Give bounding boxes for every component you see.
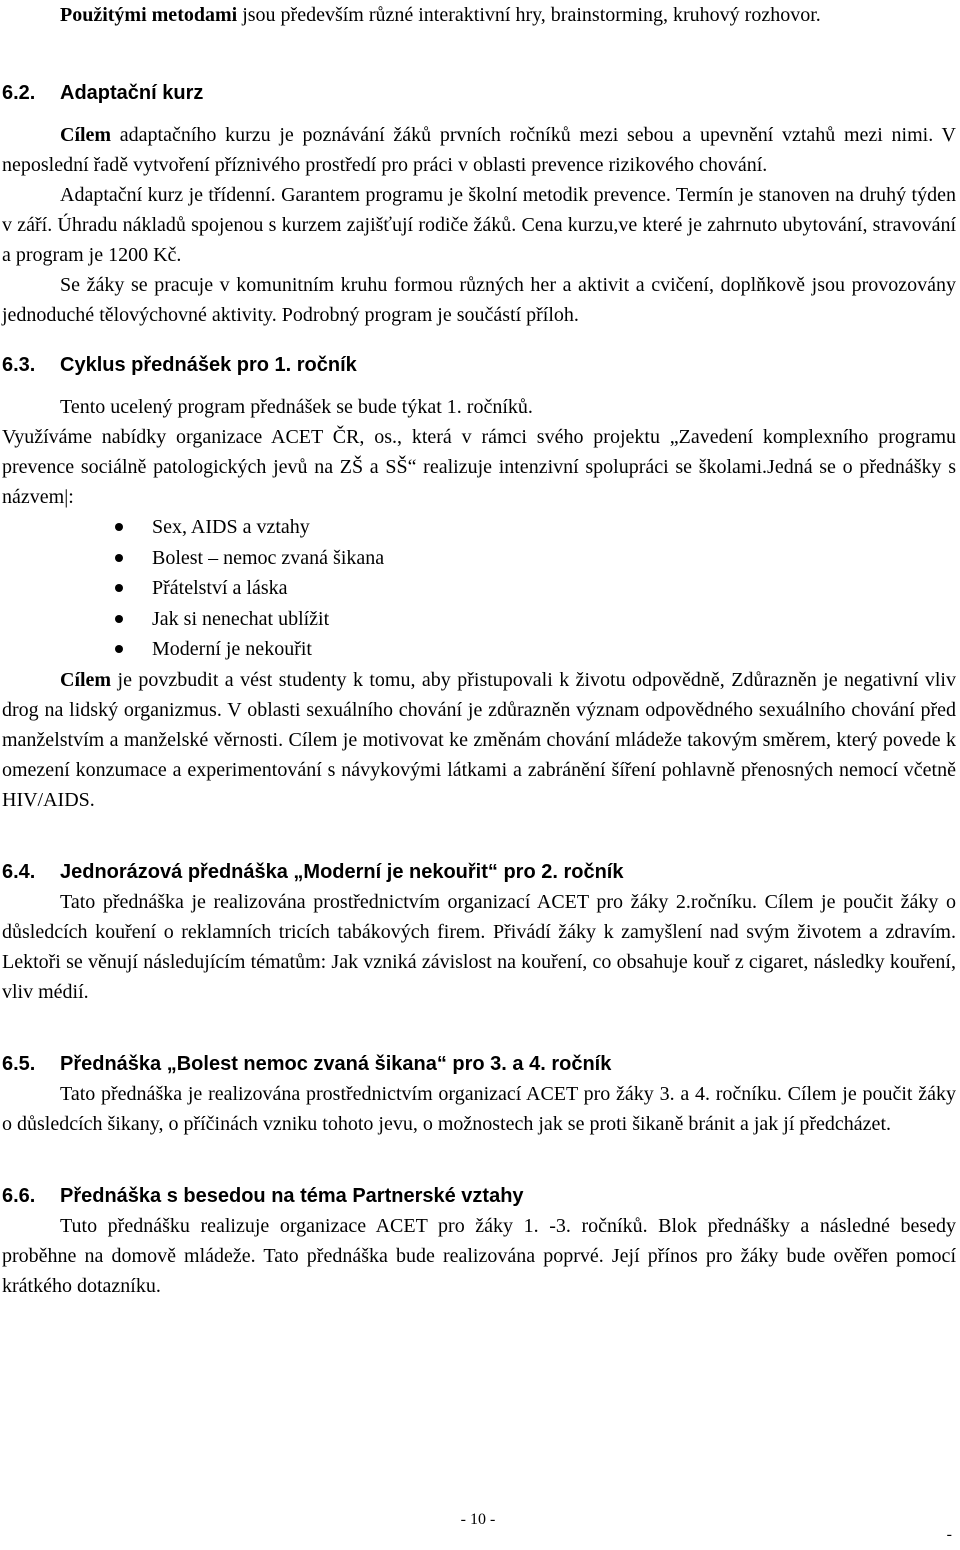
section-6-5-heading <box>2 1049 956 1079</box>
section-6-3-heading <box>2 350 956 380</box>
section-6-6-heading <box>2 1181 956 1211</box>
intro-bold: Použitými metodami <box>60 4 238 26</box>
list-item: Moderní je nekouřit <box>152 634 956 665</box>
section-number: 6.3. <box>2 354 36 376</box>
bullet-icon <box>115 523 123 531</box>
bold-text: Cílem <box>60 124 112 146</box>
section-title: Jednorázová přednáška „Moderní je nekouřit“ pro 2. ročník <box>60 860 624 883</box>
bullet-icon <box>115 584 123 592</box>
paragraph-text: adaptačního kurzu je poznávání žáků prvních ročníků mezi sebou a upevnění vztahů mezi nimi. V neposlední řadě vytvoření příznivého prostředí pro práci v oblasti prevence rizikového chování. <box>2 124 956 176</box>
bold-text: Cílem <box>60 668 112 691</box>
page-number: - 10 - <box>460 1511 496 1528</box>
edge-mark: - <box>946 1526 952 1543</box>
section-6-2-paragraph-2: Adaptační kurz je třídenní. Garantem programu je školní metodik prevence. Termín je stanoven na druhý týden v září. Úhradu nákladů spojenou s kurzem zajišťují rodiče žáků. Cena kurzu,ve které je zahrnuto ubytování, stravování a program je 1200 Kč. <box>2 184 956 266</box>
section-6-5-paragraph: Tato přednáška je realizována prostřednictvím organizací ACET pro žáky 3. a 4. ročníku. Cílem je poučit žáky o důsledcích šikany, o příčinách vzniku tohoto jevu, o možnostech jak se proti šikaně bránit a jak jí předcházet. <box>2 1082 956 1135</box>
paragraph-text: Využíváme nabídky organizace ACET ČR, os. <box>2 426 397 448</box>
section-6-3-paragraph-3 <box>2 665 956 815</box>
document-page <box>2 0 956 1301</box>
section-title: Cyklus přednášek pro 1. ročník <box>60 354 357 376</box>
list-item: Přátelství a láska <box>152 573 956 604</box>
section-6-3-paragraph-1: Tento ucelený program přednášek se bude týkat 1. ročníků. <box>60 396 533 418</box>
section-number: 6.2. <box>2 82 36 104</box>
section-6-2-paragraph-1 <box>2 120 956 180</box>
paragraph-text-continued: , která v rámci svého projektu „Zavedení komplexního programu prevence sociálně patologických jevů na ZŠ a SŠ“ realizuje intenzivní spolupráci se školami.Jedná se o přednášky s názvem|: <box>2 426 957 508</box>
page-footer <box>0 1510 960 1530</box>
list-item: Bolest – nemoc zvaná šikana <box>152 543 956 574</box>
section-number: 6.5. <box>2 1052 36 1075</box>
bullet-icon <box>115 615 123 623</box>
section-number: 6.4. <box>2 860 36 883</box>
section-number: 6.6. <box>2 1184 36 1207</box>
lecture-list <box>2 512 956 665</box>
section-6-6-paragraph: Tuto přednášku realizuje organizace ACET pro žáky 1. -3. ročníků. Blok přednášky a následné besedy proběhne na domově mládeže. Tato přednáška bude realizována poprvé. Její přínos pro žáky bude ověřen pomocí krátkého dotazníku. <box>2 1214 956 1297</box>
section-6-2-paragraph-3: Se žáky se pracuje v komunitním kruhu formou různých her a aktivit a cvičení, doplňkově jsou provozovány jednoduché tělovýchovné aktivity. Podrobný program je součástí příloh. <box>2 274 956 326</box>
list-item: Jak si nenechat ublížit <box>152 604 956 635</box>
bullet-icon <box>115 645 123 653</box>
paragraph-text: je povzbudit a vést studenty k tomu, aby přistupovali k životu odpovědně, Zdůrazněn je negativní vliv drog na lidský organizmus. V oblasti sexuálního chování je zdůrazněn význam odpovědného sexuálního chování před manželstvím a manželské věrnosti. Cílem je motivovat ke změnám chování mládeže takovým směrem, který povede k omezení konzumace a experimentování s návykovými látkami a zabránění šíření pohlavně přenosných nemocí včetně HIV/AIDS. <box>2 668 956 811</box>
section-title: Přednáška s besedou na téma Partnerské vztahy <box>60 1184 524 1207</box>
intro-paragraph <box>2 0 956 30</box>
section-6-4-heading <box>2 857 956 887</box>
section-title: Přednáška „Bolest nemoc zvaná šikana“ pro 3. a 4. ročník <box>60 1052 612 1075</box>
section-6-2-heading <box>2 78 956 108</box>
intro-text: jsou především různé interaktivní hry, brainstorming, kruhový rozhovor. <box>237 4 821 26</box>
bullet-icon <box>115 554 123 562</box>
section-6-4-paragraph: Tato přednáška je realizována prostřednictvím organizací ACET pro žáky 2.ročníku. Cílem je poučit žáky o důsledcích kouření o reklamních tricích tabákových firem. Přivádí žáky k zamyšlení nad svým životem a zdravím. Lektoři se věnují následujícím tématům: Jak vzniká závislost na kouření, co obsahuje kouř z cigaret, následky kouření, vliv médií. <box>2 890 956 1003</box>
section-title: Adaptační kurz <box>60 82 204 104</box>
section-6-3-paragraph-2 <box>2 422 956 512</box>
list-item: Sex, AIDS a vztahy <box>152 512 956 543</box>
